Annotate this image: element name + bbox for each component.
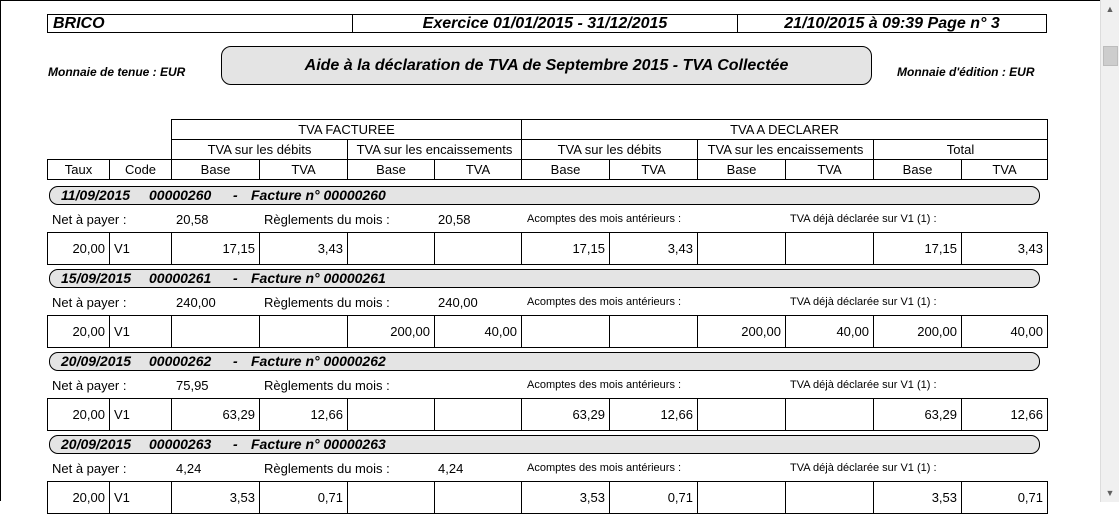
net-label: Net à payer : — [52, 295, 127, 310]
value-cell: 3,43 — [260, 233, 348, 265]
value-cell: 20,00 — [48, 316, 110, 348]
header-base: Base — [172, 160, 260, 180]
value-cell: 20,00 — [48, 482, 110, 514]
header-tva: TVA — [260, 160, 348, 180]
header-base: Base — [348, 160, 435, 180]
header-tva-facturee: TVA FACTUREE — [172, 120, 522, 140]
value-cell: 0,71 — [962, 482, 1048, 514]
value-cell: 200,00 — [698, 316, 786, 348]
value-cell — [698, 482, 786, 514]
invoice-number: 00000263 — [149, 436, 212, 452]
invoice-label: Facture n° 00000262 — [251, 353, 386, 369]
value-cell: V1 — [110, 233, 172, 265]
header-code: Code — [110, 160, 172, 180]
net-label: Net à payer : — [52, 212, 127, 227]
value-cell: 200,00 — [348, 316, 435, 348]
header-tva: TVA — [962, 160, 1048, 180]
net-value: 240,00 — [176, 295, 216, 310]
value-cell: 20,00 — [48, 399, 110, 431]
header-base: Base — [874, 160, 962, 180]
header-tva-a-declarer: TVA A DECLARER — [522, 120, 1048, 140]
invoice-header — [49, 269, 1040, 288]
net-value: 75,95 — [176, 378, 209, 393]
invoice-dash: - — [233, 187, 238, 203]
invoice-date: 15/09/2015 — [61, 270, 132, 286]
value-cell: 3,53 — [874, 482, 962, 514]
currency-right: Monnaie d'édition : EUR — [897, 65, 1035, 79]
value-cell — [348, 482, 435, 514]
invoice-number: 00000261 — [149, 270, 212, 286]
header-tva: TVA — [435, 160, 522, 180]
value-cell — [610, 316, 698, 348]
value-cell: 40,00 — [962, 316, 1048, 348]
acomptes-label: Acomptes des mois antérieurs : — [527, 462, 682, 474]
invoice-number: 00000262 — [149, 353, 212, 369]
value-cell — [435, 482, 522, 514]
value-cell: 40,00 — [435, 316, 522, 348]
value-cell: 3,53 — [172, 482, 260, 514]
invoice-dash: - — [233, 436, 238, 452]
invoice-dash: - — [233, 353, 238, 369]
net-value: 20,58 — [176, 212, 209, 227]
print-date-page: 21/10/2015 à 09:39 Page n° 3 — [737, 14, 1047, 33]
company-name: BRICO — [47, 14, 353, 33]
fiscal-period: Exercice 01/01/2015 - 31/12/2015 — [352, 14, 738, 33]
reglements-value: 20,58 — [438, 212, 471, 227]
value-cell: 40,00 — [786, 316, 874, 348]
header-base: Base — [698, 160, 786, 180]
value-cell: 63,29 — [874, 399, 962, 431]
currency-left: Monnaie de tenue : EUR — [48, 65, 186, 79]
net-value: 4,24 — [176, 461, 202, 476]
value-cell — [698, 399, 786, 431]
value-cell — [786, 233, 874, 265]
value-cell: 3,53 — [522, 482, 610, 514]
invoice-values-row — [47, 315, 1048, 348]
deja-declaree-label: TVA déjà déclarée sur V1 (1) : — [790, 213, 937, 225]
invoice-label: Facture n° 00000263 — [251, 436, 386, 452]
invoice-label: Facture n° 00000260 — [251, 187, 386, 203]
net-label: Net à payer : — [52, 378, 127, 393]
invoice-values-row — [47, 232, 1048, 265]
reglements-value: 240,00 — [438, 295, 478, 310]
value-cell: 3,43 — [962, 233, 1048, 265]
deja-declaree-label: TVA déjà déclarée sur V1 (1) : — [790, 379, 937, 391]
header-tva: TVA — [786, 160, 874, 180]
header-encaissements: TVA sur les encaissements — [348, 140, 522, 160]
value-cell — [698, 233, 786, 265]
invoice-header — [49, 352, 1040, 371]
acomptes-label: Acomptes des mois antérieurs : — [527, 213, 682, 225]
invoice-number: 00000260 — [149, 187, 212, 203]
value-cell: V1 — [110, 316, 172, 348]
value-cell: V1 — [110, 482, 172, 514]
value-cell: 200,00 — [874, 316, 962, 348]
value-cell: 0,71 — [610, 482, 698, 514]
invoice-dash: - — [233, 270, 238, 286]
header-debits: TVA sur les débits — [172, 140, 348, 160]
header-debits: TVA sur les débits — [522, 140, 698, 160]
header-taux: Taux — [48, 160, 110, 180]
invoice-date: 20/09/2015 — [61, 436, 132, 452]
net-label: Net à payer : — [52, 461, 127, 476]
header-base: Base — [522, 160, 610, 180]
reglements-label: Règlements du mois : — [264, 461, 390, 476]
acomptes-label: Acomptes des mois antérieurs : — [527, 296, 682, 308]
invoice-header — [49, 435, 1040, 454]
invoice-date: 20/09/2015 — [61, 353, 132, 369]
value-cell — [348, 399, 435, 431]
value-cell: 20,00 — [48, 233, 110, 265]
value-cell — [786, 482, 874, 514]
value-cell — [172, 316, 260, 348]
invoice-header — [49, 186, 1040, 205]
invoice-date: 11/09/2015 — [61, 187, 131, 203]
value-cell — [435, 399, 522, 431]
acomptes-label: Acomptes des mois antérieurs : — [527, 379, 682, 391]
scroll-down-icon[interactable]: ▼ — [1105, 488, 1115, 498]
vertical-scrollbar[interactable] — [1100, 0, 1119, 502]
value-cell: 17,15 — [172, 233, 260, 265]
value-cell — [260, 316, 348, 348]
invoice-values-row — [47, 481, 1048, 514]
value-cell: 12,66 — [260, 399, 348, 431]
deja-declaree-label: TVA déjà déclarée sur V1 (1) : — [790, 462, 937, 474]
value-cell: 0,71 — [260, 482, 348, 514]
invoice-label: Facture n° 00000261 — [251, 270, 386, 286]
reglements-label: Règlements du mois : — [264, 378, 390, 393]
reglements-label: Règlements du mois : — [264, 212, 390, 227]
invoice-values-row — [47, 398, 1048, 431]
header-encaissements: TVA sur les encaissements — [698, 140, 874, 160]
value-cell: 3,43 — [610, 233, 698, 265]
deja-declaree-label: TVA déjà déclarée sur V1 (1) : — [790, 296, 937, 308]
value-cell: 12,66 — [962, 399, 1048, 431]
value-cell — [522, 316, 610, 348]
scroll-thumb[interactable] — [1103, 46, 1118, 66]
header-tva: TVA — [610, 160, 698, 180]
header-total: Total — [874, 140, 1048, 160]
value-cell — [786, 399, 874, 431]
scroll-up-icon[interactable]: ▲ — [1105, 4, 1115, 14]
value-cell — [435, 233, 522, 265]
reglements-value: 4,24 — [438, 461, 464, 476]
value-cell: V1 — [110, 399, 172, 431]
value-cell: 12,66 — [610, 399, 698, 431]
value-cell: 17,15 — [874, 233, 962, 265]
value-cell — [348, 233, 435, 265]
value-cell: 17,15 — [522, 233, 610, 265]
value-cell: 63,29 — [522, 399, 610, 431]
value-cell: 63,29 — [172, 399, 260, 431]
report-title: Aide à la déclaration de TVA de Septembre 2015 - TVA Collectée — [221, 46, 872, 85]
reglements-label: Règlements du mois : — [264, 295, 390, 310]
column-headers — [47, 119, 1048, 180]
